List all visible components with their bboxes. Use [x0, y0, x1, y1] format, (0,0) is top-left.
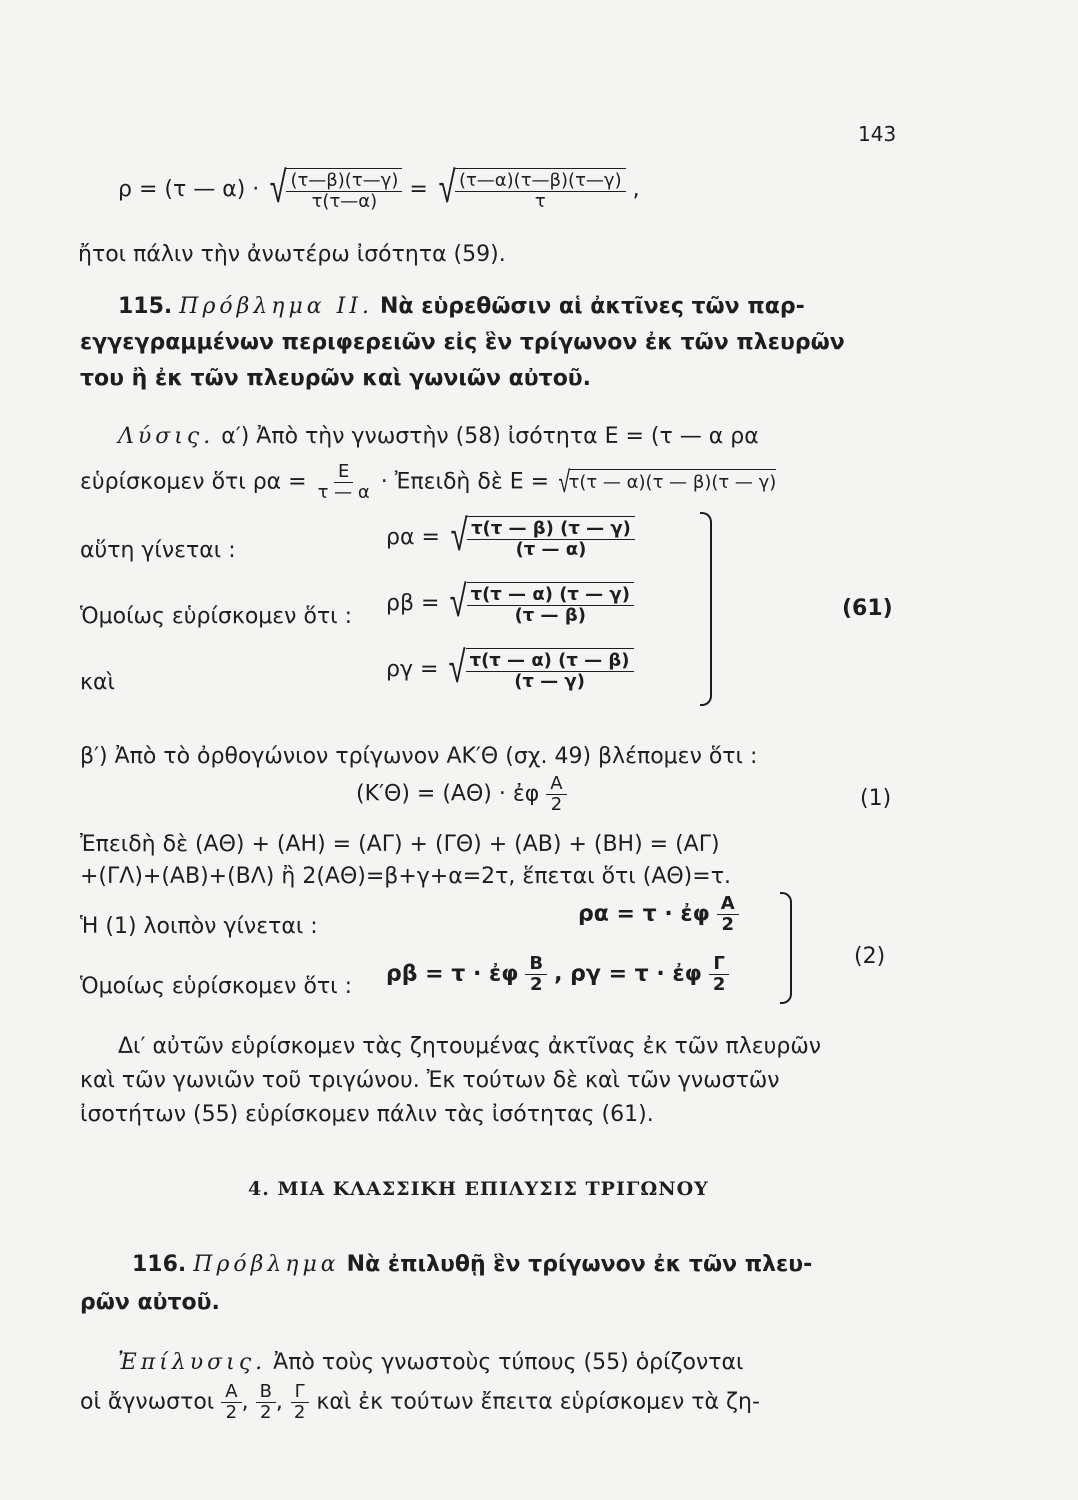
frac-116-G-den: 2 [293, 1401, 306, 1423]
solution-116-tail: καὶ ἐκ τούτων ἔπειτα εὑρίσκομεν τὰ ζη- [316, 1389, 760, 1415]
solution-116-label: Ἐπίλυσις. [118, 1350, 267, 1375]
frac-G2-den: 2 [712, 973, 726, 995]
solution-116-lead: οἱ ἄγνωστοι [80, 1389, 215, 1415]
frac-116-A-num: Α [221, 1382, 241, 1403]
eq-rho-den2: τ [534, 190, 546, 212]
frac-B2-num: Β [525, 954, 547, 975]
system2-row1-lhs: ρα = τ · ἐφ [578, 901, 710, 927]
fraction-E [314, 462, 374, 503]
system61-tag: (61) [842, 596, 893, 621]
frac-A2-1-den: 2 [550, 793, 563, 815]
paragraph-end-line1: Δι′ αὐτῶν εὑρίσκομεν τὰς ζητουμένας ἀκτῖνας ἐκ τῶν πλευρῶν [118, 1034, 822, 1059]
problem-116-line2: ρῶν αὐτοῦ. [80, 1290, 220, 1315]
solution-a-label: Λύσις. [118, 424, 215, 449]
solution-116-line2: οἱ ἄγνωστοι $\frac{A}{2}$ , $\frac{B}{2}$ , $\frac{\Gamma}{2}$ καὶ ἐκ τούτων ἔπειτα εὑρίσκομεν τὰ ζη- [80, 1381, 760, 1423]
eq-rho-comma: , [632, 176, 640, 202]
system61-row2-label: Ὁμοίως εὑρίσκομεν ὅτι : [80, 604, 353, 629]
line-again: ἤτοι πάλιν τὴν ἀνωτέρω ἰσότητα (59). [78, 242, 506, 267]
heron-root: τ(τ — α)(τ — β)(τ — γ) [569, 469, 777, 496]
system2-row2-label: Ὁμοίως εὑρίσκομεν ὅτι : [80, 974, 353, 999]
sqrt-61-1: √ $\frac{\tau(\tau — \beta) (\tau — \gamma)}{(\tau — \alpha)}$ [447, 516, 635, 560]
solution-a-find: εὑρίσκομεν ὅτι ρα = [80, 469, 307, 495]
system2-row2-mid: , ργ = τ · ἐφ [554, 961, 702, 987]
system2-tag: (2) [854, 944, 886, 969]
system61-row1-lhs: ρα = [386, 524, 440, 550]
sqrt-61-3: √ $\frac{\tau(\tau — \alpha) (\tau — \beta)}{(\tau — \gamma)}$ [445, 648, 633, 692]
page-number: 143 [858, 122, 897, 146]
solution-116-line1 [118, 1350, 744, 1375]
frac-A2-2-num: Α [717, 894, 739, 915]
solution-116-text1: Ἀπὸ τοὺς γνωστοὺς τύπους (55) ὁρίζονται [273, 1350, 744, 1375]
eq-rho-num2: (τ—α)(τ—β)(τ—γ) [455, 171, 626, 192]
part-b-eq1-lhs: (Κ′Θ) = (ΑΘ) · ἐφ [356, 781, 540, 807]
frac-A2-1-num: Α [546, 774, 566, 795]
problem-115-label: Πρόβλημα ΙΙ. [179, 294, 374, 319]
eq-rho-den1: τ(τ—α) [311, 190, 378, 212]
eq-rho-num1: (τ—β)(τ—γ) [286, 171, 402, 192]
system61-row1-num: τ(τ — β) (τ — γ) [467, 519, 635, 540]
brace-2 [780, 892, 792, 1004]
system2-row1-eq [578, 894, 739, 935]
frac-A2-2 [717, 894, 739, 935]
system61-row3-lhs: ργ = [386, 656, 439, 682]
part-b-eq1 [356, 774, 567, 815]
sqrt-61-2: √ $\frac{\tau(\tau — \alpha) (\tau — \gamma)}{(\tau — \beta)}$ [446, 582, 633, 626]
system61-row1-eq [386, 510, 635, 561]
system2-row2-lhs: ρβ = τ · ἐφ [386, 961, 519, 987]
system61-row1-label: αὕτη γίνεται : [80, 538, 236, 563]
frac-116-B [256, 1382, 276, 1423]
frac-116-G-num: Γ [291, 1382, 309, 1403]
system61-row2-lhs: ρβ = [386, 590, 440, 616]
system61-row2-eq [386, 576, 634, 627]
frac-G2-num: Γ [709, 954, 728, 975]
system2-row1-label: Ἡ (1) λοιπὸν γίνεται : [80, 914, 318, 939]
system61-row3-label: καὶ [80, 670, 115, 695]
frac-116-A [221, 1382, 241, 1423]
frac-B2-den: 2 [530, 973, 543, 995]
frac-A2-1 [546, 774, 566, 815]
problem-116-line1 [132, 1252, 812, 1277]
problem-115-line2: εγγεγραμμένων περιφερειῶν εἰς ἓν τρίγωνον ἐκ τῶν πλευρῶν [80, 330, 845, 355]
frac-116-G [290, 1382, 309, 1423]
brace-61 [700, 512, 712, 706]
solution-a-since: · Ἐπειδὴ δὲ Ε = [380, 469, 550, 495]
problem-116-label: Πρόβλημα [193, 1252, 340, 1277]
system61-row1-den: (τ — α) [515, 538, 587, 560]
solution-a-line2 [80, 462, 776, 503]
eq-rho-equals: = [409, 176, 428, 202]
problem-115-line3: του ἢ ἐκ τῶν πλευρῶν καὶ γωνιῶν αὐτοῦ. [80, 366, 592, 391]
solution-a-text: α′) Ἀπὸ τὴν γνωστὴν (58) ἰσότητα Ε = (τ — α ρα [221, 424, 759, 449]
sqrt-2: √ $\frac{(\tau—\alpha)(\tau—\beta)(\tau—\gamma)}{\tau}$ [435, 168, 626, 212]
problem-115-line1 [118, 294, 805, 319]
part-b-line2: Ἐπειδὴ δὲ (ΑΘ) + (ΑΗ) = (ΑΓ) + (ΓΘ) + (ΑΒ) + (ΒΗ) = (ΑΓ) [80, 832, 720, 857]
sqrt-heron: √ τ(τ — α)(τ — β)(τ — γ) [558, 464, 777, 500]
frac-116-B-den: 2 [260, 1401, 272, 1423]
problem-115-number: 115. [118, 294, 173, 319]
solution-a-line1 [118, 424, 759, 449]
frac-G2 [709, 954, 730, 995]
system61-row2-den: (τ — β) [514, 604, 586, 626]
part-b-eq1-tag: (1) [860, 786, 892, 811]
system61-row3-num: τ(τ — α) (τ — β) [466, 651, 634, 672]
frac-116-B-num: Β [256, 1382, 276, 1403]
sqrt-1: √ $\frac{(\tau—\beta)(\tau—\gamma)}{\tau(\tau—\alpha)}$ [266, 168, 402, 212]
frac-A2-2-den: 2 [721, 913, 735, 935]
system61-row2-num: τ(τ — α) (τ — γ) [467, 585, 634, 606]
part-b-line3: +(ΓΛ)+(ΑΒ)+(ΒΛ) ἢ 2(ΑΘ)=β+γ+α=2τ, ἕπεται ὅτι (ΑΘ)=τ. [80, 864, 731, 889]
section-heading: 4. ΜΙΑ ΚΛΑΣΣΙΚΗ ΕΠΙΛΥΣΙΣ ΤΡΙΓΩΝΟΥ [248, 1178, 709, 1200]
system61-row3-eq [386, 642, 634, 693]
paragraph-end-line3: ἰσοτήτων (55) εὑρίσκομεν πάλιν τὰς ἰσότητας (61). [80, 1102, 654, 1127]
frac-B2 [525, 954, 547, 995]
part-b-intro: β′) Ἀπὸ τὸ ὀρθογώνιον τρίγωνον ΑΚ′Θ (σχ. 49) βλέπομεν ὅτι : [80, 744, 758, 769]
eq-rho-lhs: ρ = (τ — α) · [118, 176, 260, 202]
system2-row2-eq [386, 954, 729, 995]
frac-E-num: Ε [334, 462, 353, 483]
problem-116-number: 116. [132, 1252, 187, 1277]
problem-116-text1: Νὰ ἐπιλυθῇ ἓν τρίγωνον ἐκ τῶν πλευ- [346, 1252, 813, 1277]
problem-115-text1: Νὰ εὑρεθῶσιν αἱ ἀκτῖνες τῶν παρ- [380, 294, 805, 319]
frac-E-den: τ — α [317, 481, 370, 503]
system61-row3-den: (τ — γ) [514, 670, 585, 692]
equation-rho [118, 162, 640, 213]
frac-116-A-den: 2 [225, 1401, 238, 1423]
paragraph-end-line2: καὶ τῶν γωνιῶν τοῦ τριγώνου. Ἐκ τούτων δὲ καὶ τῶν γνωστῶν [80, 1068, 780, 1093]
